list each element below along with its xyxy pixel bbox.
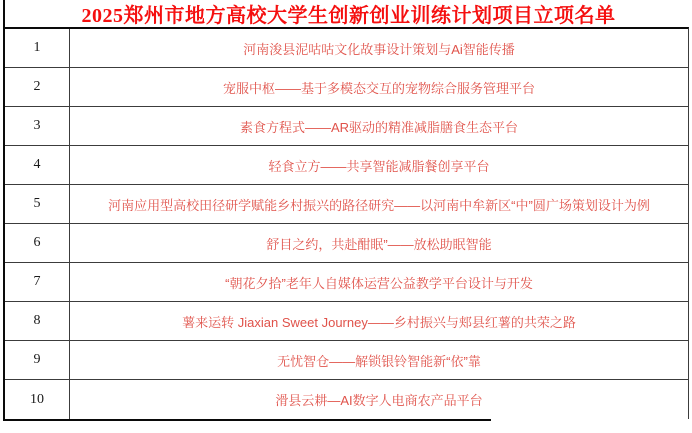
project-name: 河南应用型高校田径研学赋能乡村振兴的路径研究——以河南中牟新区“中”圆广场策划设计为例 [108,197,650,213]
row-number: 3 [5,107,70,145]
project-name: 轻食立方——共享智能减脂餐创享平台 [268,158,490,174]
project-name: 河南浚县泥咕咕文化故事设计策划与Ai智能传播 [243,41,515,57]
row-number: 6 [5,224,70,262]
table-row [5,185,688,224]
row-number: 4 [5,146,70,184]
table-row [5,107,688,146]
row-number: 10 [5,380,70,419]
table-row [5,29,688,68]
project-name: 薯来运转 Jiaxian Sweet Journey——乡村振兴与郏县红薯的共荣之路 [182,314,576,330]
table-row [5,263,688,302]
row-number: 2 [5,68,70,106]
row-number: 5 [5,185,70,223]
row-number: 8 [5,302,70,340]
project-table [3,27,689,419]
project-name: 无忧智仓——解锁银铃智能新“依”靠 [277,353,481,369]
page-title: 2025郑州市地方高校大学生创新创业训练计划项目立项名单 [3,0,692,27]
project-name: “朝花夕拾”老年人自媒体运营公益教学平台设计与开发 [225,275,533,291]
project-name: 舒目之约，共赴酣眠”——放松助眠智能 [266,236,492,252]
row-number: 7 [5,263,70,301]
row-number: 9 [5,341,70,379]
project-name: 滑县云耕—AI数字人电商农产品平台 [275,393,483,408]
project-name: 宠服中枢——基于多模态交互的宠物综合服务管理平台 [222,80,535,96]
table-row [5,380,688,419]
table-bottom-border [3,419,491,421]
table-row [5,224,688,263]
table-row [5,68,688,107]
row-number: 1 [5,29,70,67]
table-row [5,302,688,341]
table-row [5,341,688,380]
project-name: 素食方程式——AR驱动的精准减脂膳食生态平台 [239,119,519,135]
table-row [5,146,688,185]
